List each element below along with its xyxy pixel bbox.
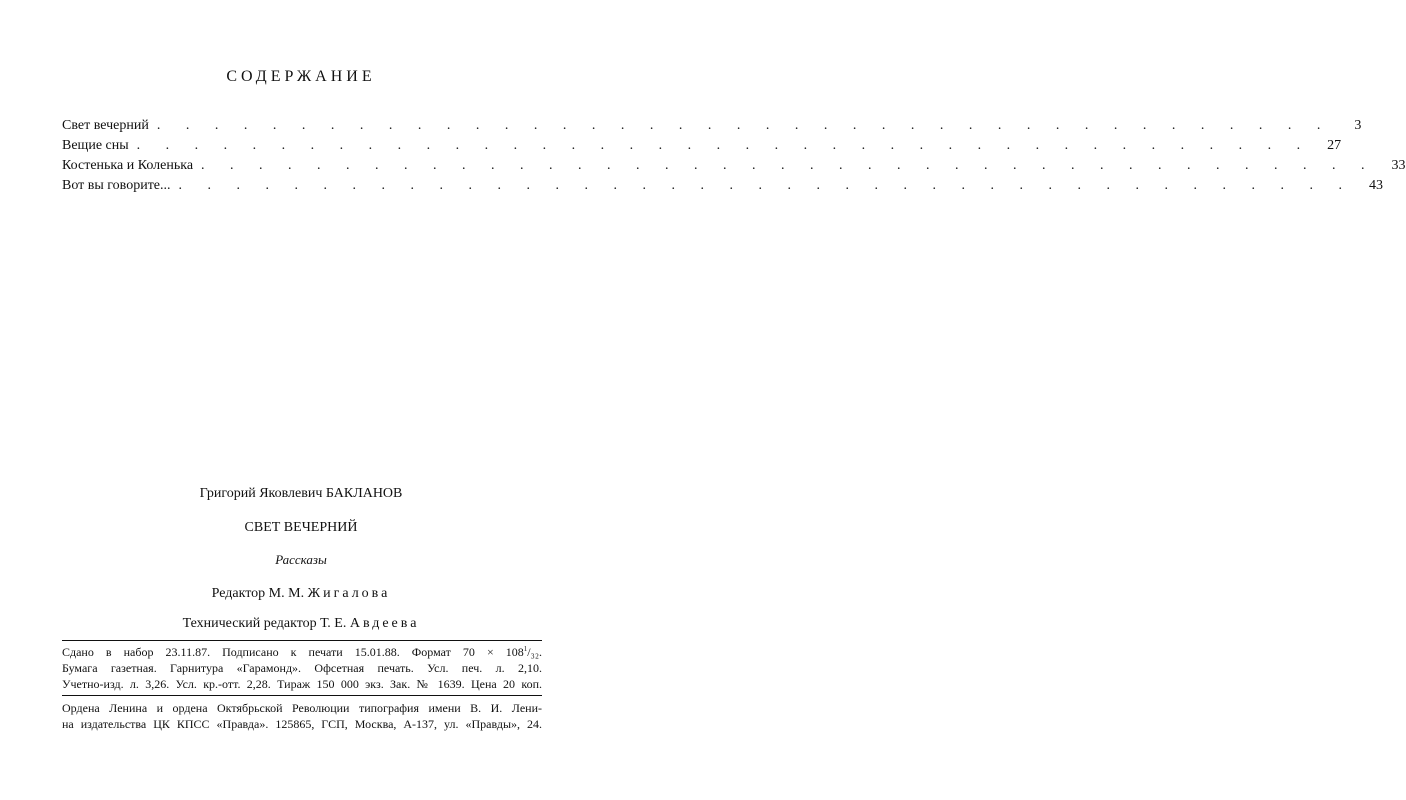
editor-label: Редактор М. М.: [211, 586, 305, 601]
divider-rule: [62, 695, 542, 696]
print-details-line: [62, 644, 542, 660]
author-name: Григорий Яковлевич БАКЛАНОВ: [199, 486, 403, 501]
printer-address-line: на издательства ЦК КПСС «Правда». 125865, ГСП, Москва, А-137, ул. «Правды», 24.: [62, 717, 542, 731]
toc-entry-page: 33: [1391, 158, 1406, 173]
printer-address: [62, 700, 542, 732]
toc-entry-title: Свет вечерний: [62, 118, 149, 133]
tech-editor-credit: [0, 614, 602, 634]
toc-entry-page: 43: [1369, 178, 1384, 193]
toc-dot-leader: . . . . . . . . . . . . . . . . . . . . . . . . . . . . . . . . . . . . . . . . .: [201, 158, 1376, 173]
toc-entry-title: Вещие сны: [62, 138, 129, 153]
contents-heading: СОДЕРЖАНИЕ: [226, 68, 376, 85]
toc-dot-leader: . . . . . . . . . . . . . . . . . . . . . . . . . . . . . . . . . . . . . . . . .: [136, 138, 1312, 153]
toc-entry[interactable]: [62, 116, 1362, 136]
print-details-line: Учетно-изд. л. 3,26. Усл. кр.-отт. 2,28. Тираж 150 000 экз. Зак. № 1639. Цена 20 коп.: [62, 677, 542, 691]
divider-rule: [62, 640, 542, 641]
printer-address-line: Ордена Ленина и ордена Октябрьской Революции типография имени В. И. Лени-: [62, 701, 542, 715]
toc-entry-page: 27: [1327, 138, 1342, 153]
editor-name: Жигалова: [307, 586, 391, 601]
toc-entry[interactable]: [62, 176, 1384, 196]
format-fraction-numerator: 1: [523, 645, 528, 653]
tech-editor-label: Технический редактор Т. Е.: [182, 616, 347, 631]
editor-credit: [0, 584, 602, 604]
toc-dot-leader: . . . . . . . . . . . . . . . . . . . . . . . . . . . . . . . . . . . . . . . . .: [178, 178, 1354, 193]
toc-entry-title: Вот вы говорите...: [62, 178, 171, 193]
toc-dot-leader: . . . . . . . . . . . . . . . . . . . . . . . . . . . . . . . . . . . . . . . . .: [156, 118, 1332, 133]
table-of-contents: [62, 116, 1406, 196]
book-genre: Рассказы: [275, 552, 327, 567]
format-fraction-denominator: /₃₂.: [527, 645, 542, 659]
print-format-text: Сдано в набор 23.11.87. Подписано к печати 15.01.88. Формат 70 × 108: [62, 645, 524, 659]
toc-entry-page: 3: [1354, 118, 1362, 133]
print-details: [62, 644, 542, 692]
book-title: СВЕТ ВЕЧЕРНИЙ: [244, 520, 358, 535]
toc-entry[interactable]: [62, 156, 1406, 176]
tech-editor-name: Авдеева: [349, 616, 420, 631]
print-details-line: Бумага газетная. Гарнитура «Гарамонд». Офсетная печать. Усл. печ. л. 2,10.: [62, 661, 542, 675]
toc-entry[interactable]: [62, 136, 1342, 156]
toc-entry-title: Костенька и Коленька: [62, 158, 194, 173]
